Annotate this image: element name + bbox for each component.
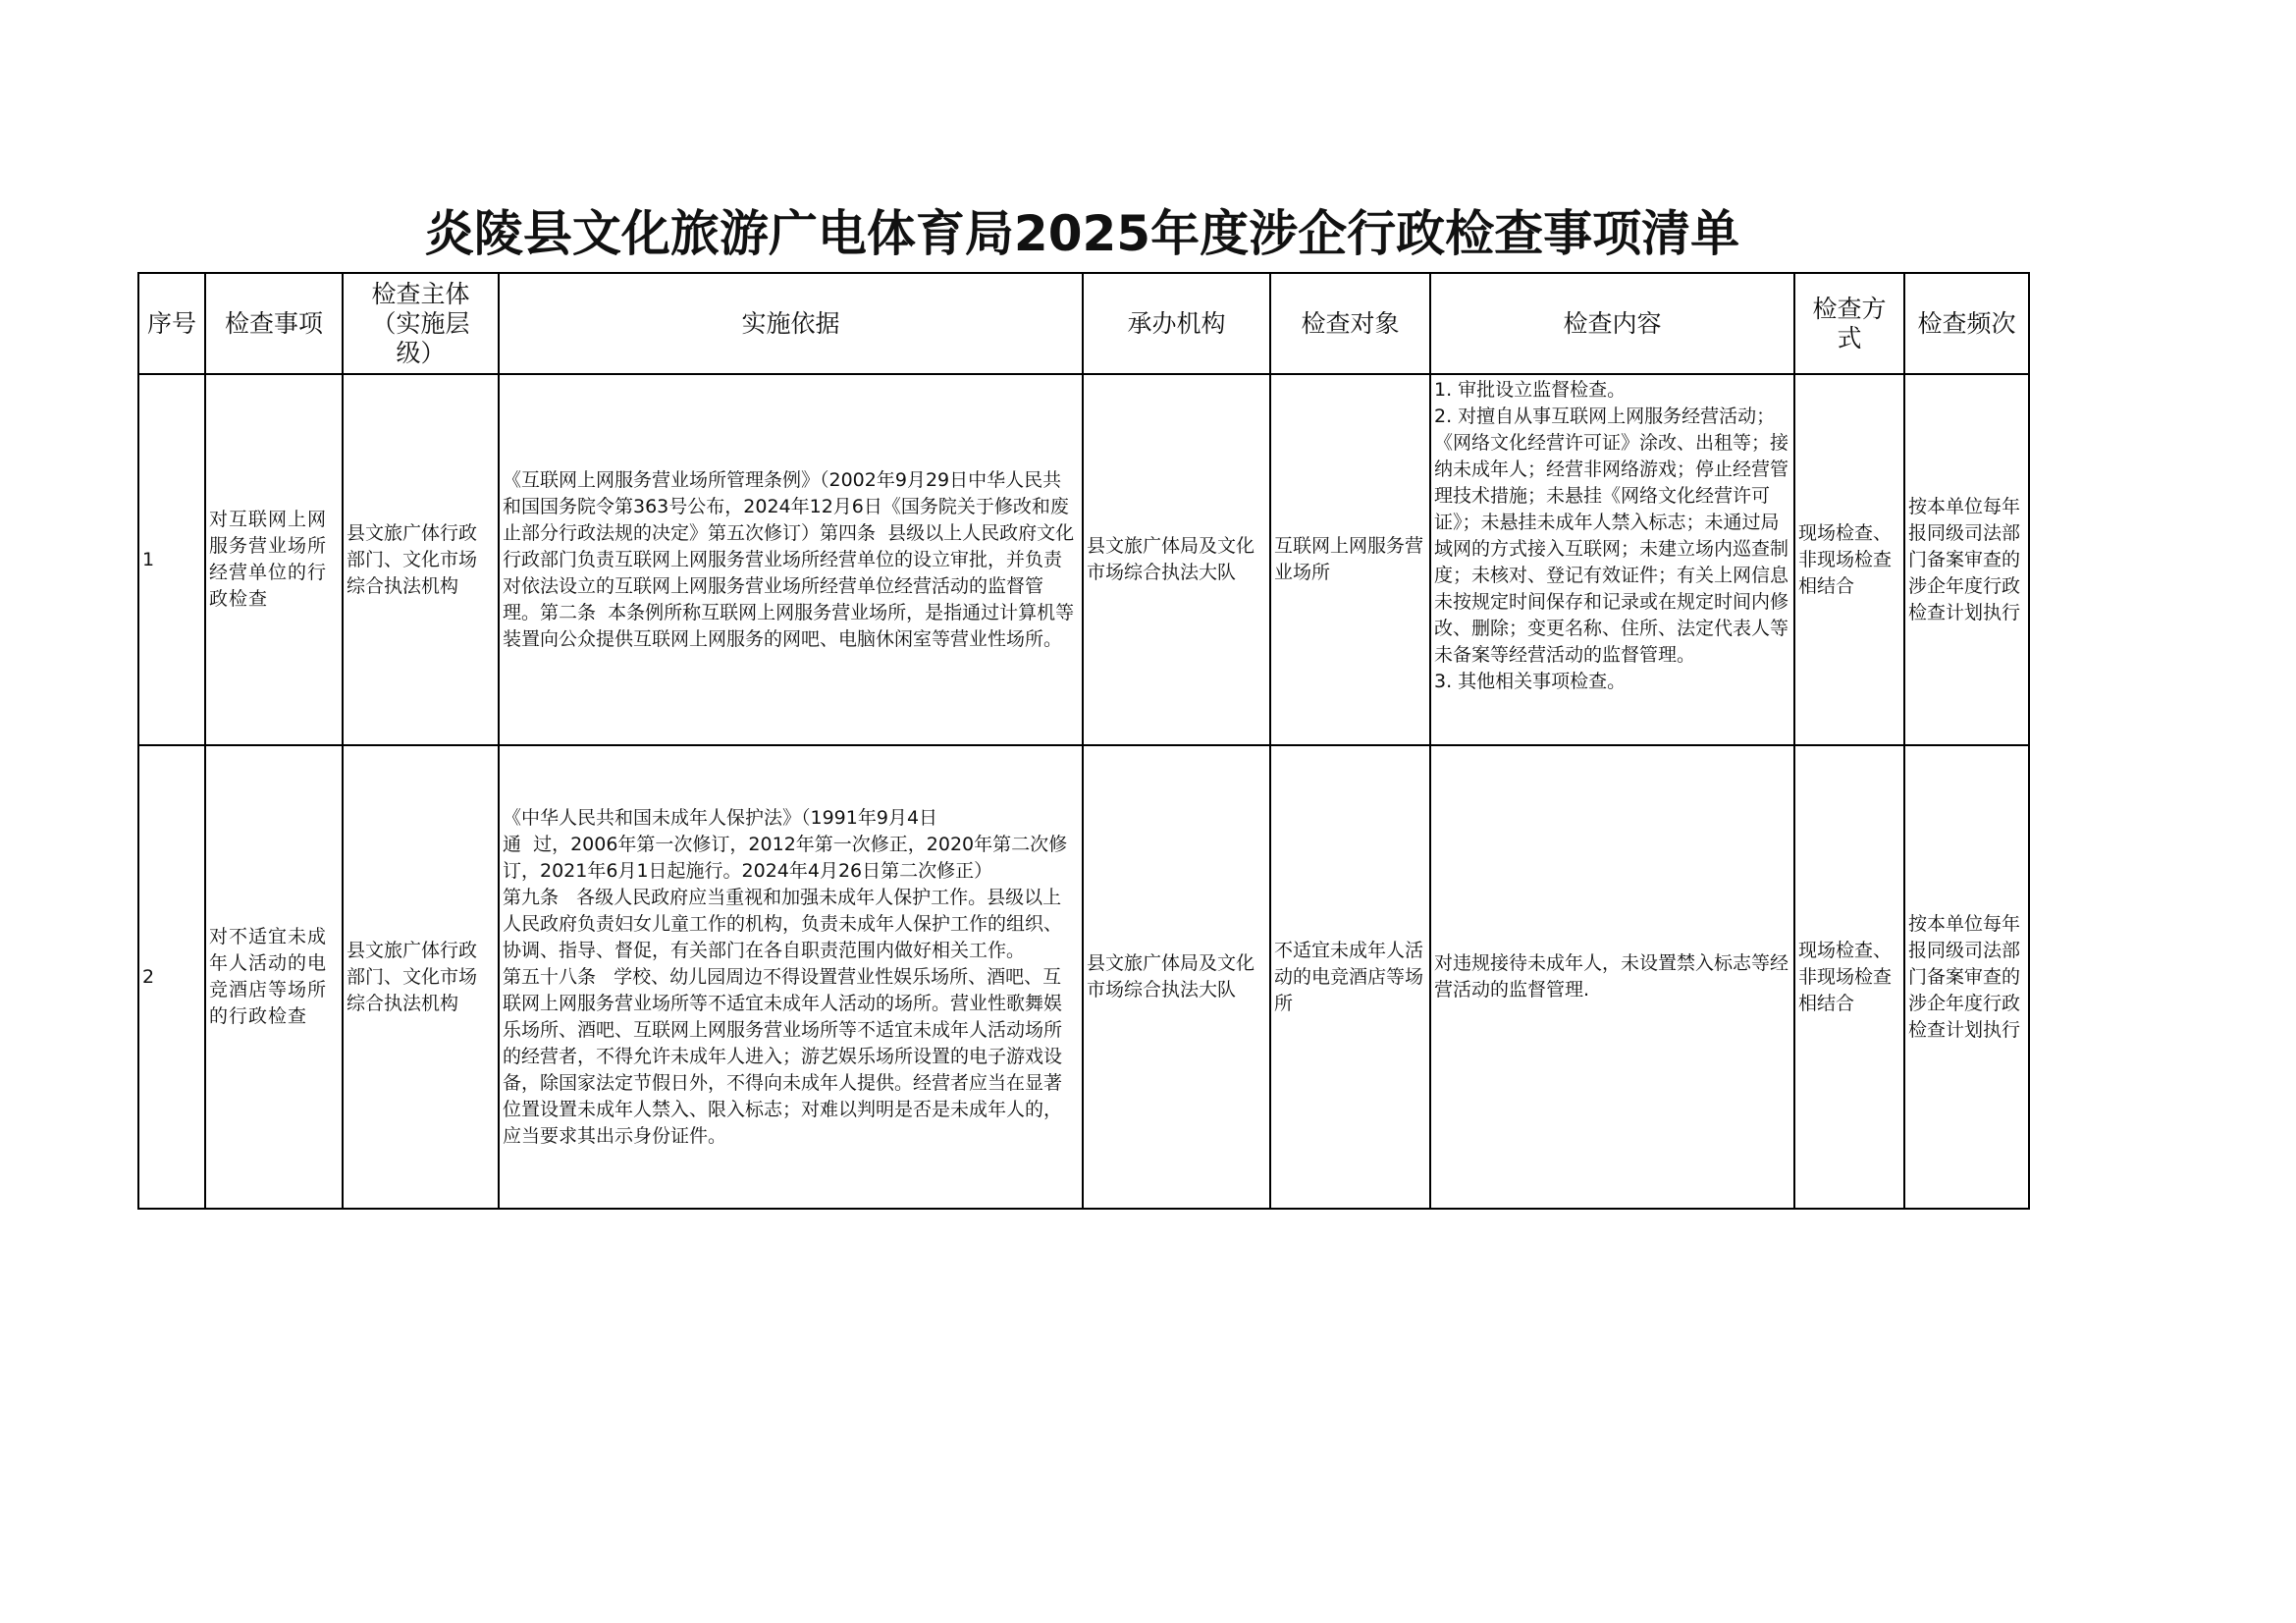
header-basis: 实施依据: [499, 273, 1083, 374]
header-agency: 承办机构: [1083, 273, 1270, 374]
header-content: 检查内容: [1430, 273, 1794, 374]
cell-seq: 2: [138, 745, 205, 1209]
cell-method: 现场检查、非现场检查相结合: [1794, 374, 1904, 745]
cell-target: 不适宜未成年人活动的电竞酒店等场所: [1270, 745, 1430, 1209]
header-target: 检查对象: [1270, 273, 1430, 374]
cell-agency: 县文旅广体局及文化市场综合执法大队: [1083, 745, 1270, 1209]
header-seq: 序号: [138, 273, 205, 374]
cell-item: 对不适宜未成年人活动的电竞酒店等场所的行政检查: [205, 745, 343, 1209]
header-frequency: 检查频次: [1904, 273, 2029, 374]
table-header-row: [138, 273, 2029, 374]
table-row: [138, 745, 2029, 1209]
cell-basis: 《互联网上网服务营业场所管理条例》（2002年9月29日中华人民共和国国务院令第363号公布，2024年12月6日《国务院关于修改和废止部分行政法规的决定》第五次修订）第四条 县级以上人民政府文化行政部门负责互联网上网服务营业场所经营单位的设立审批，并负责对依法设立的互联网上网服务营业场所经营单位经营活动的监督管理。第二条 本条例所称互联网上网服务营业场所，是指通过计算机等装置向公众提供互联网上网服务的网吧、电脑休闲室等营业性场所。: [499, 374, 1083, 745]
cell-agency: 县文旅广体局及文化市场综合执法大队: [1083, 374, 1270, 745]
cell-method: 现场检查、非现场检查相结合: [1794, 745, 1904, 1209]
cell-frequency: 按本单位每年报同级司法部门备案审查的涉企年度行政检查计划执行: [1904, 745, 2029, 1209]
cell-seq: 1: [138, 374, 205, 745]
header-subject: 检查主体 （实施层 级）: [343, 273, 499, 374]
inspection-table: [137, 272, 2030, 1210]
table-row: [138, 374, 2029, 745]
content-clip: 1. 审批设立监督检查。 2. 对擅自从事互联网上网服务经营活动；《网络文化经营许可证》涂改、出租等；接纳未成年人；经营非网络游戏；停止经营管理技术措施；未悬挂《网络文化经营许可证》；未悬挂未成年人禁入标志；未通过局域网的方式接入互联网；未建立场内巡查制度；未核对、登记有效证件；有关上网信息未按规定时间保存和记录或在规定时间内修改、删除；变更名称、住所、法定代表人等未备案等经营活动的监督管理。 3. 其他相关事项检查。: [1434, 379, 1789, 692]
cell-content: 对违规接待未成年人，未设置禁入标志等经营活动的监督管理.: [1430, 745, 1794, 1209]
cell-content: [1430, 374, 1794, 745]
cell-basis: 《中华人民共和国未成年人保护法》（1991年9月4日 通 过，2006年第一次修订，2012年第一次修正，2020年第二次修订，2021年6月1日起施行。2024年4月26日第二次修正） 第九条 各级人民政府应当重视和加强未成年人保护工作。县级以上人民政府负责妇女儿童工作的机构，负责未成年人保护工作的组织、协调、指导、督促，有关部门在各自职责范围内做好相关工作。 第五十八条 学校、幼儿园周边不得设置营业性娱乐场所、酒吧、互联网上网服务营业场所等不适宜未成年人活动的场所。营业性歌舞娱乐场所、酒吧、互联网上网服务营业场所等不适宜未成年人活动场所的经营者，不得允许未成年人进入；游艺娱乐场所设置的电子游戏设备，除国家法定节假日外，不得向未成年人提供。经营者应当在显著位置设置未成年人禁入、限入标志；对难以判明是否是未成年人的，应当要求其出示身份证件。: [499, 745, 1083, 1209]
cell-frequency: 按本单位每年报同级司法部门备案审查的涉企年度行政检查计划执行: [1904, 374, 2029, 745]
cell-item: 对互联网上网服务营业场所经营单位的行政检查: [205, 374, 343, 745]
header-method: 检查方 式: [1794, 273, 1904, 374]
cell-target: 互联网上网服务营业场所: [1270, 374, 1430, 745]
document-title: 炎陵县文化旅游广电体育局2025年度涉企行政检查事项清单: [424, 205, 1740, 262]
header-item: 检查事项: [205, 273, 343, 374]
cell-subject: 县文旅广体行政部门、文化市场综合执法机构: [343, 745, 499, 1209]
cell-subject: 县文旅广体行政部门、文化市场综合执法机构: [343, 374, 499, 745]
